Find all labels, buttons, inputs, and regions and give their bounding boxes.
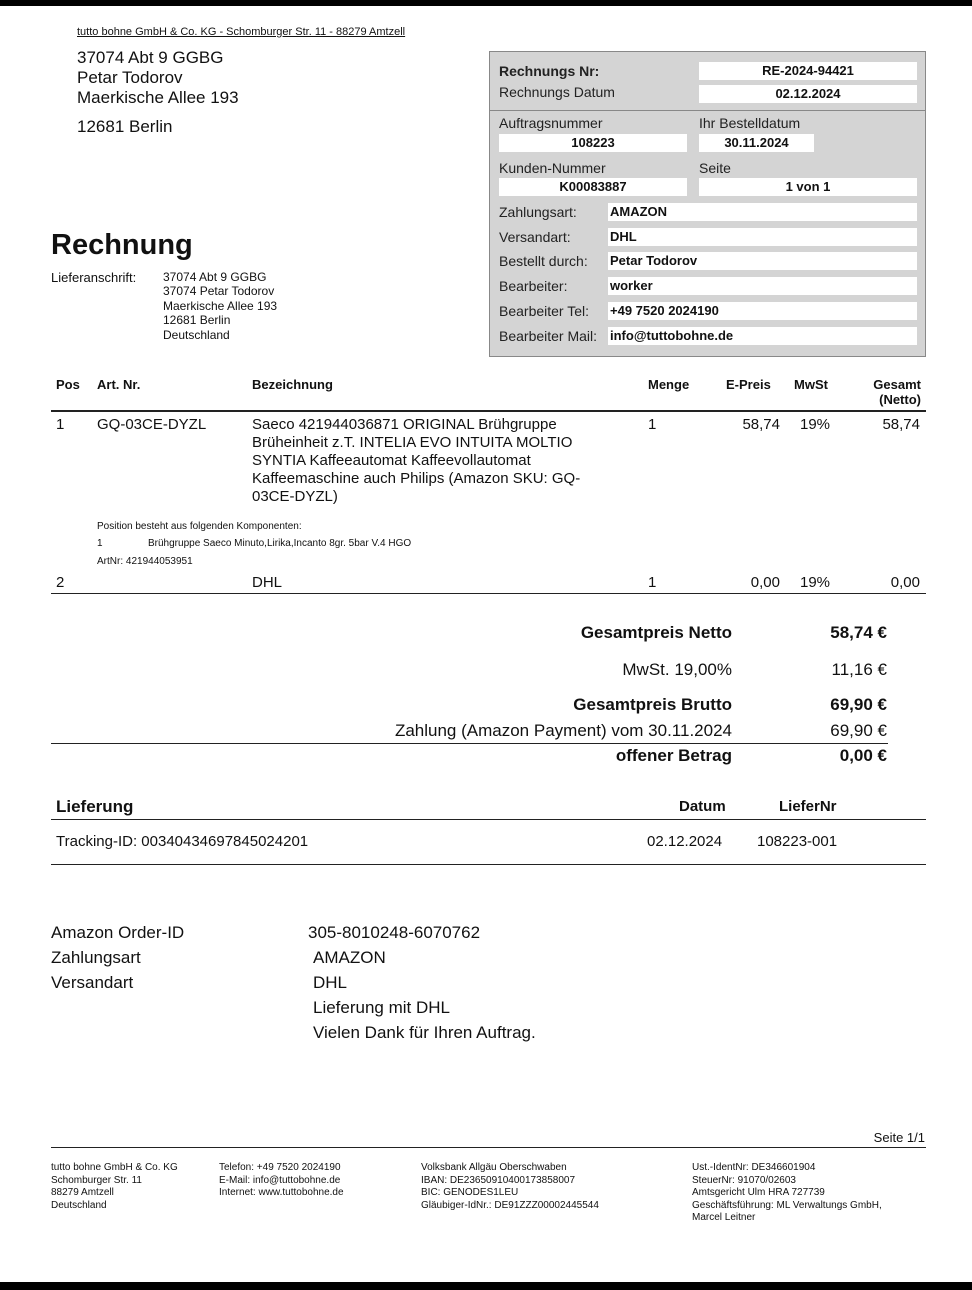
payment-received-value: 69,90 € bbox=[830, 721, 887, 740]
row1-price: 58,74 bbox=[742, 416, 780, 433]
total-vat-value: 11,16 € bbox=[831, 660, 887, 679]
order-date-value: 30.11.2024 bbox=[699, 134, 814, 152]
delivery-date: 02.12.2024 bbox=[647, 833, 723, 850]
customer-no-value: K00083887 bbox=[499, 178, 687, 196]
open-amount-value: 0,00 € bbox=[839, 746, 887, 765]
tracking-id: Tracking-ID: 00340434697845024201 bbox=[56, 833, 309, 850]
amazon-shipping-value: DHL bbox=[313, 973, 348, 992]
recipient-line2: Petar Todorov bbox=[77, 68, 183, 87]
delivery-address-label: Lieferanschrift: bbox=[51, 270, 137, 285]
clerk-value: worker bbox=[608, 277, 917, 295]
col-header-total-line1: Gesamt bbox=[873, 377, 921, 392]
footer-contact: Telefon: +49 7520 2024190 E-Mail: info@tuttobohne.de Internet: www.tuttobohne.de bbox=[219, 1162, 344, 1198]
col-header-desc: Bezeichnung bbox=[252, 377, 333, 392]
ordered-by-label: Bestellt durch: bbox=[499, 253, 588, 269]
col-header-total-line2: (Netto) bbox=[879, 392, 921, 407]
delivery-address: 37074 Abt 9 GGBG 37074 Petar Todorov Maerkische Allee 193 12681 Berlin Deutschland bbox=[163, 270, 278, 342]
col-header-vat: MwSt bbox=[794, 377, 828, 392]
payment-label: Zahlungsart: bbox=[499, 204, 577, 220]
clerk-mail-label: Bearbeiter Mail: bbox=[499, 328, 598, 344]
recipient-address bbox=[77, 48, 239, 108]
recipient-line3: Maerkische Allee 193 bbox=[77, 88, 239, 107]
footer-company: tutto bohne GmbH & Co. KG Schomburger Str. 11 88279 Amtzell Deutschland bbox=[51, 1162, 178, 1211]
delivery-bottom-rule bbox=[51, 864, 926, 865]
page-number: Seite 1/1 bbox=[873, 1130, 925, 1145]
row2-pos: 2 bbox=[56, 574, 65, 591]
delivery-no: 108223-001 bbox=[757, 833, 838, 850]
delivery-note: Lieferung mit DHL bbox=[313, 998, 451, 1017]
components-heading: Position besteht aus folgenden Komponenten: bbox=[97, 521, 302, 532]
row1-total: 58,74 bbox=[882, 416, 920, 433]
delivery-header-rule bbox=[51, 819, 926, 820]
col-header-pos: Pos bbox=[56, 377, 80, 392]
order-date-label: Ihr Bestelldatum bbox=[699, 115, 801, 131]
delivery-no-heading: LieferNr bbox=[779, 798, 837, 815]
clerk-label: Bearbeiter: bbox=[499, 278, 568, 294]
component-artnr: ArtNr: 421944053951 bbox=[97, 556, 193, 567]
row1-desc: Saeco 421944036871 ORIGINAL Brühgruppe Brüheinheit z.T. INTELIA EVO INTUITA MOLTIO SYNTIA Kaffeeautomat Kaffeevollautomat Kaffeemaschine auch Philips (Amazon SKU: GQ-03CE-DYZL) bbox=[252, 416, 581, 505]
total-net-value: 58,74 € bbox=[830, 623, 887, 642]
footer-legal: Ust.-IdentNr: DE346601904 SteuerNr: 91070/02603 Amtsgericht Ulm HRA 727739 Geschäftsführung: ML Verwaltungs GmbH, Marcel Leitner bbox=[692, 1162, 882, 1223]
row1-qty: 1 bbox=[648, 416, 657, 433]
component-name: Brühgruppe Saeco Minuto,Lirika,Incanto 8gr. 5bar V.4 HGO bbox=[148, 538, 412, 549]
top-border bbox=[0, 0, 972, 6]
amazon-order-label: Amazon Order-ID bbox=[51, 923, 185, 942]
row1-pos: 1 bbox=[56, 416, 65, 433]
bottom-border bbox=[0, 1282, 972, 1290]
col-header-price: E-Preis bbox=[726, 377, 771, 392]
shipping-value: DHL bbox=[608, 228, 917, 246]
row2-vat: 19% bbox=[800, 574, 831, 591]
open-amount-label: offener Betrag bbox=[615, 746, 732, 765]
col-header-art: Art. Nr. bbox=[97, 377, 141, 392]
page-label: Seite bbox=[699, 160, 731, 176]
recipient-line1: 37074 Abt 9 GGBG bbox=[77, 48, 224, 67]
row2-price: 0,00 bbox=[750, 574, 780, 591]
invoice-info-box bbox=[489, 51, 926, 357]
thank-you-note: Vielen Dank für Ihren Auftrag. bbox=[313, 1023, 536, 1042]
row2-qty: 1 bbox=[648, 574, 657, 591]
row2-desc: DHL bbox=[252, 574, 283, 591]
delivery-date-heading: Datum bbox=[679, 798, 726, 815]
clerk-tel-value: +49 7520 2024190 bbox=[608, 302, 917, 320]
total-gross-label: Gesamtpreis Brutto bbox=[573, 695, 732, 714]
footer-rule bbox=[51, 1147, 926, 1148]
col-header-total bbox=[873, 377, 921, 407]
amazon-shipping-label: Versandart bbox=[51, 973, 134, 992]
table-header-rule bbox=[51, 410, 926, 412]
clerk-mail-value: info@tuttobohne.de bbox=[608, 327, 917, 345]
amazon-payment-value: AMAZON bbox=[313, 948, 386, 967]
payment-received-label: Zahlung (Amazon Payment) vom 30.11.2024 bbox=[394, 721, 732, 740]
sender-line: tutto bohne GmbH & Co. KG - Schomburger Str. 11 - 88279 Amtzell bbox=[77, 26, 406, 38]
amazon-order-id: 305-8010248-6070762 bbox=[308, 923, 481, 942]
clerk-tel-label: Bearbeiter Tel: bbox=[499, 303, 590, 319]
totals-rule bbox=[51, 743, 888, 744]
invoice-no-label: Rechnungs Nr: bbox=[499, 63, 600, 79]
order-no-label: Auftragsnummer bbox=[499, 115, 603, 131]
payment-value: AMAZON bbox=[608, 203, 917, 221]
infobox-separator bbox=[490, 110, 925, 111]
invoice-date-label: Rechnungs Datum bbox=[499, 84, 615, 100]
footer-bank: Volksbank Allgäu Oberschwaben IBAN: DE23650910400173858007 BIC: GENODES1LEU Gläubiger-IdNr.: DE91ZZZ00002445544 bbox=[421, 1162, 599, 1211]
recipient-city: 12681 Berlin bbox=[77, 117, 173, 136]
page-value: 1 von 1 bbox=[699, 178, 917, 196]
invoice-no-value: RE-2024-94421 bbox=[699, 62, 917, 80]
table-bottom-rule bbox=[51, 593, 926, 594]
total-net-label: Gesamtpreis Netto bbox=[580, 623, 732, 642]
shipping-label: Versandart: bbox=[499, 229, 571, 245]
ordered-by-value: Petar Todorov bbox=[608, 252, 917, 270]
component-qty: 1 bbox=[97, 538, 103, 549]
amazon-payment-label: Zahlungsart bbox=[51, 948, 141, 967]
row1-art: GQ-03CE-DYZL bbox=[97, 416, 207, 433]
col-header-qty: Menge bbox=[648, 377, 690, 392]
order-no-value: 108223 bbox=[499, 134, 687, 152]
total-gross-value: 69,90 € bbox=[830, 695, 887, 714]
row2-total: 0,00 bbox=[890, 574, 920, 591]
customer-no-label: Kunden-Nummer bbox=[499, 160, 606, 176]
page-title: Rechnung bbox=[51, 229, 193, 261]
delivery-heading: Lieferung bbox=[56, 797, 134, 816]
total-vat-label: MwSt. 19,00% bbox=[622, 660, 732, 679]
row1-vat: 19% bbox=[800, 416, 831, 433]
invoice-date-value: 02.12.2024 bbox=[699, 85, 917, 103]
